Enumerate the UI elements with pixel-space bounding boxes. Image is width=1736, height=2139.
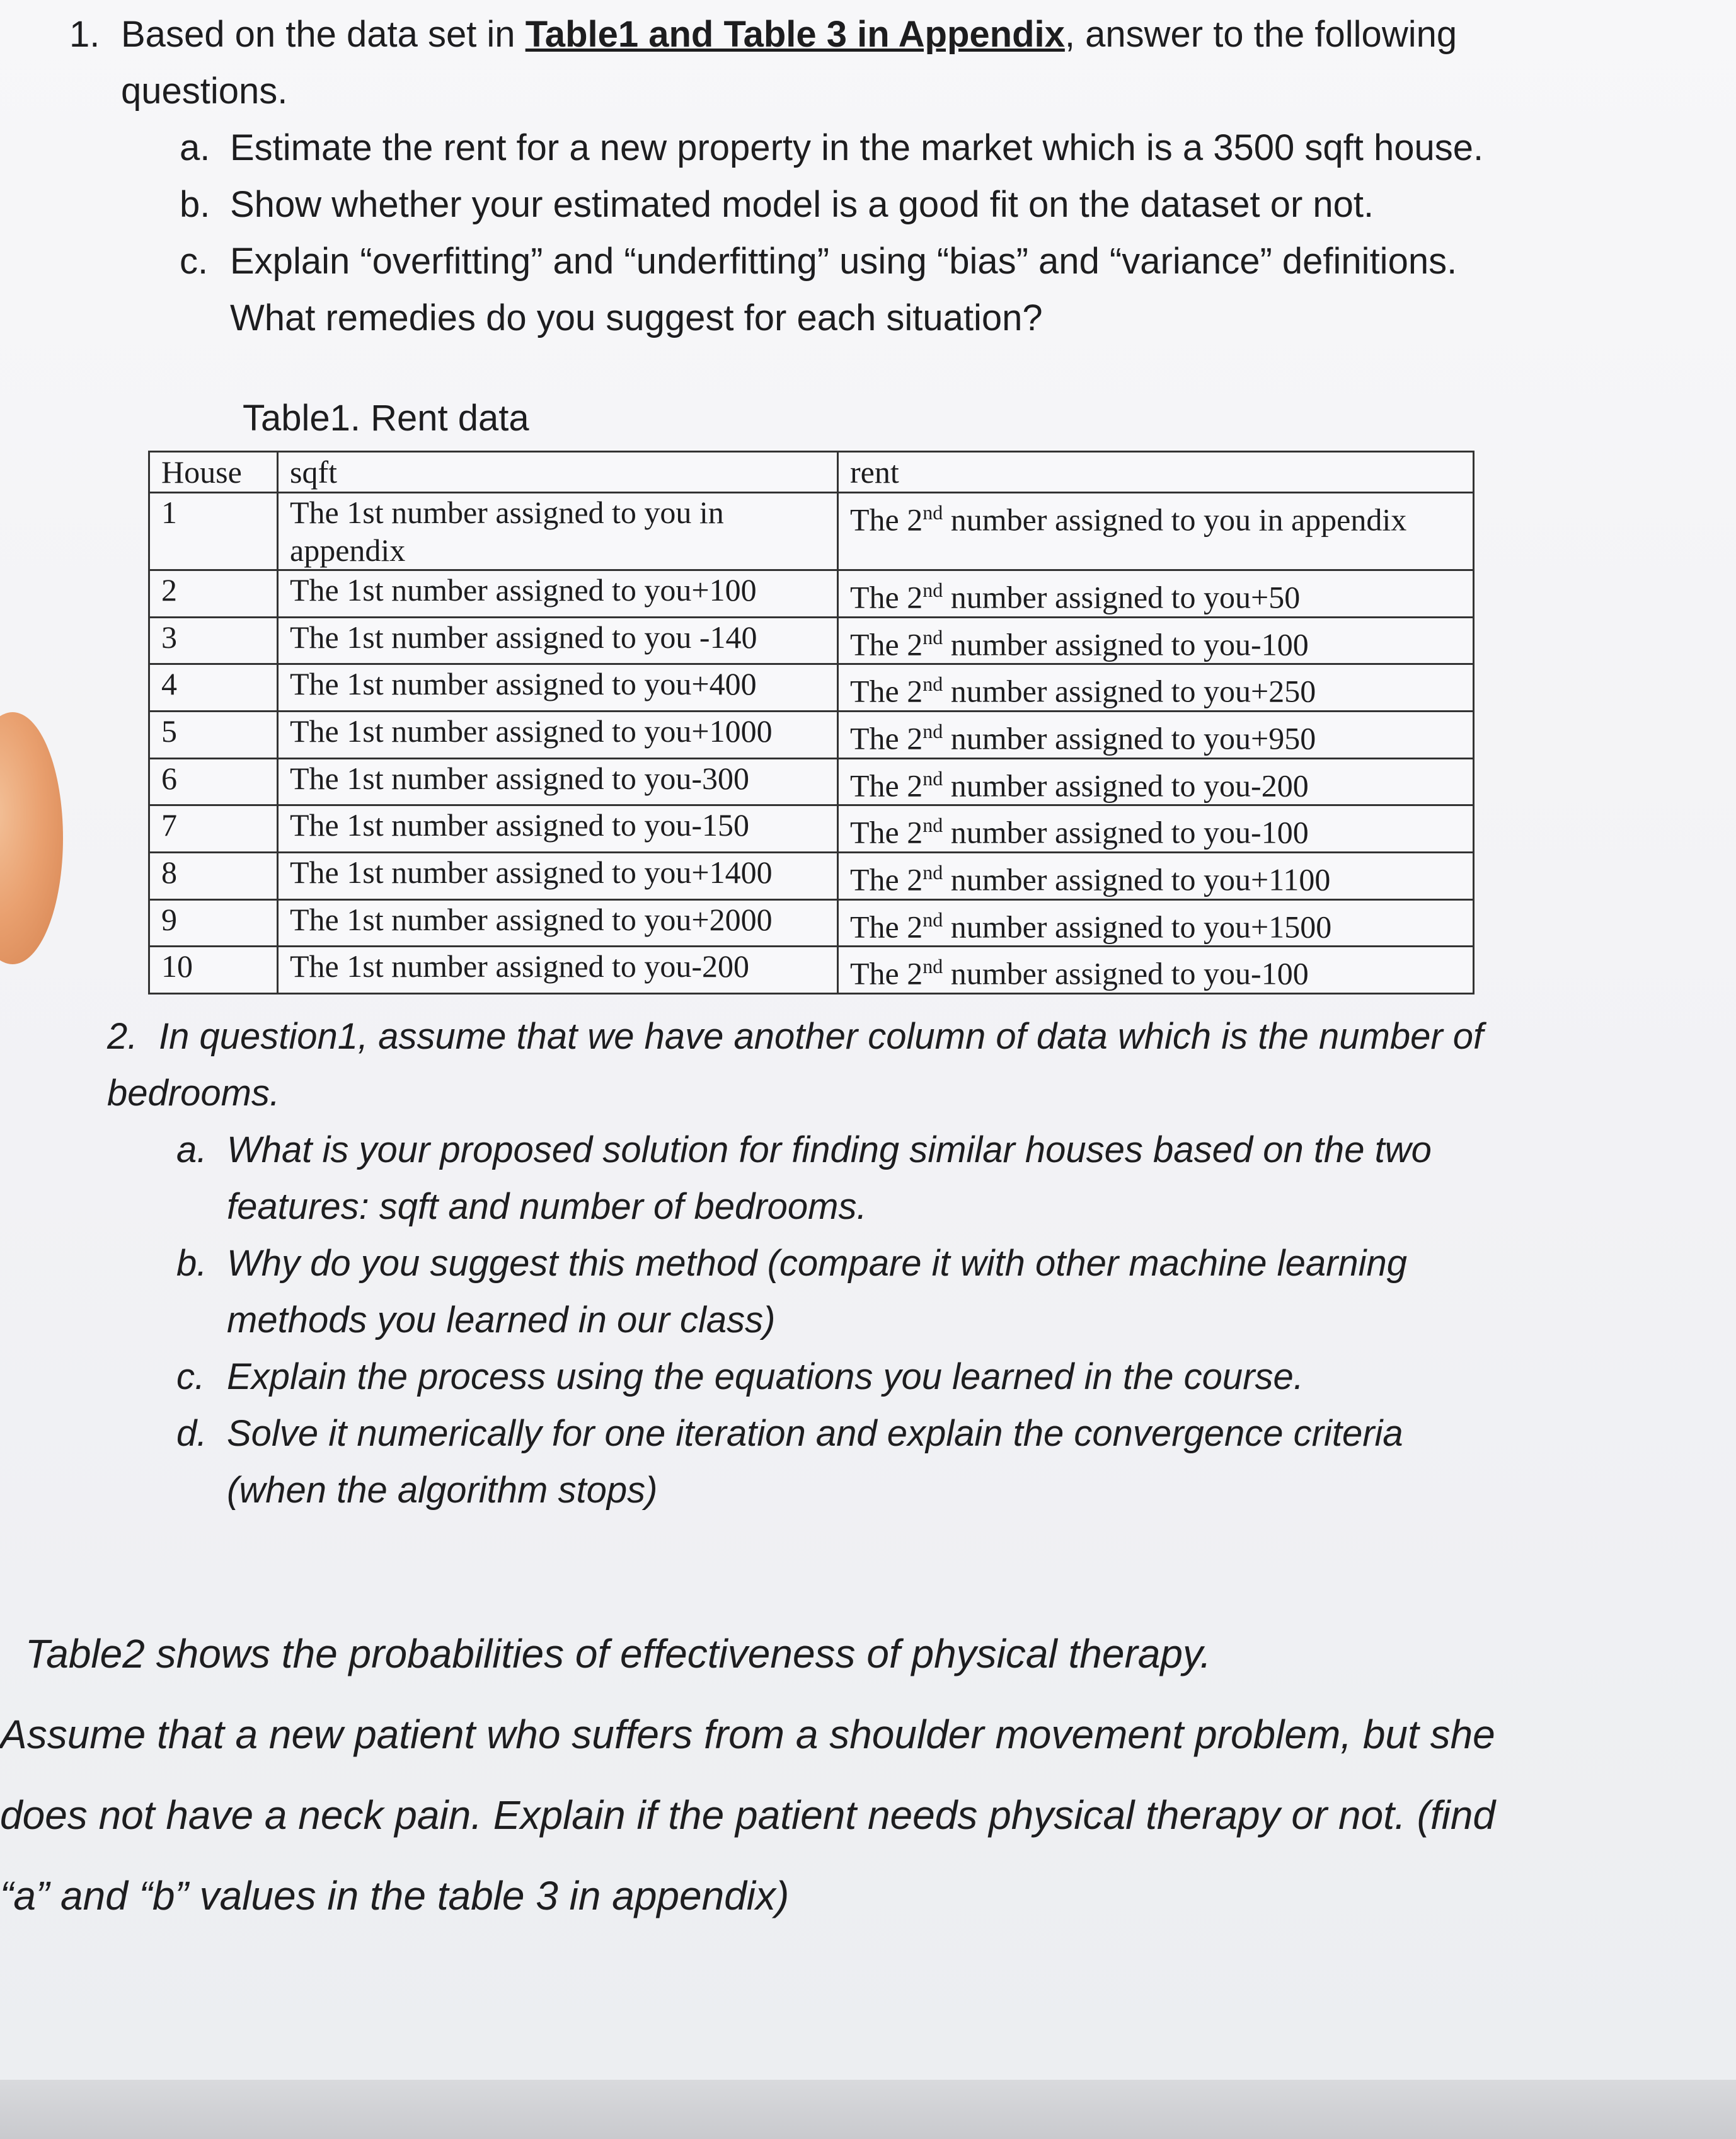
table-header-row: [149, 452, 1474, 493]
desk-edge: [0, 2080, 1736, 2139]
table-row: [149, 570, 1474, 618]
rent-cell: The 2nd number assigned to you in appendix: [838, 493, 1474, 570]
sqft-cell: The 1st number assigned to you+1000: [278, 711, 838, 758]
table-row: [149, 758, 1474, 805]
question-2-line1: 2. In question1, assume that we have another column of data which is the number of: [107, 1008, 1682, 1065]
table2-paragraph: [0, 1613, 1727, 1936]
item-c: c. Explain “overfitting” and “underfitting” using “bias” and “variance” definitions.: [180, 241, 1457, 282]
header-house: House: [149, 452, 278, 493]
rent-cell: The 2nd number assigned to you-100: [838, 947, 1474, 994]
q2-item-a: a. What is your proposed solution for finding similar houses based on the two: [176, 1129, 1432, 1170]
item-b: b. Show whether your estimated model is a good fit on the dataset or not.: [180, 184, 1374, 225]
table-row: [149, 664, 1474, 712]
q2-item-b: b. Why do you suggest this method (compare it with other machine learning: [176, 1243, 1408, 1284]
house-cell: 8: [149, 852, 278, 899]
sqft-cell: The 1st number assigned to you+2000: [278, 899, 838, 947]
question-1-prefix: Based on the data set in: [121, 14, 526, 55]
sqft-cell: The 1st number assigned to you-150: [278, 805, 838, 853]
rent-cell: The 2nd number assigned to you-200: [838, 758, 1474, 805]
q2-item-c: c. Explain the process using the equations you learned in the course.: [176, 1356, 1304, 1397]
sqft-cell: The 1st number assigned to you-200: [278, 947, 838, 994]
rent-cell: The 2nd number assigned to you+950: [838, 711, 1474, 758]
q2-item-d: d. Solve it numerically for one iteration and explain the convergence criteria: [176, 1413, 1403, 1454]
question-1: [69, 6, 1632, 347]
table2-line1: Table2 shows the probabilities of effectiveness of physical therapy.: [25, 1631, 1211, 1676]
table2-line4: “a” and “b” values in the table 3 in appendix): [0, 1873, 790, 1918]
table-row: [149, 852, 1474, 899]
question-1-suffix: , answer to the following: [1064, 14, 1457, 55]
q2-item-b-line2: methods you learned in our class): [227, 1300, 776, 1340]
q2-item-a-line2: features: sqft and number of bedrooms.: [227, 1186, 867, 1227]
sqft-cell: The 1st number assigned to you -140: [278, 617, 838, 664]
table2-line3: does not have a neck pain. Explain if the patient needs physical therapy or not. (find: [0, 1792, 1496, 1838]
question-1-heading: [69, 6, 1632, 63]
table-row: [149, 711, 1474, 758]
table-row: [149, 899, 1474, 947]
rent-cell: The 2nd number assigned to you+1500: [838, 899, 1474, 947]
question-2-items: [176, 1122, 1682, 1519]
table-row: [149, 947, 1474, 994]
table-row: [149, 805, 1474, 853]
rent-cell: The 2nd number assigned to you+250: [838, 664, 1474, 712]
sqft-cell: The 1st number assigned to you+1400: [278, 852, 838, 899]
sqft-cell: The 1st number assigned to you+100: [278, 570, 838, 618]
item-a: a. Estimate the rent for a new property in the market which is a 3500 sqft house.: [180, 127, 1484, 168]
house-cell: 9: [149, 899, 278, 947]
question-number: 2.: [107, 1016, 138, 1057]
house-cell: 4: [149, 664, 278, 712]
house-cell: 5: [149, 711, 278, 758]
house-cell: 2: [149, 570, 278, 618]
table-row: [149, 617, 1474, 664]
rent-cell: The 2nd number assigned to you-100: [838, 617, 1474, 664]
rent-table: [148, 451, 1474, 995]
table-row: [149, 493, 1474, 570]
q2-item-d-line2: (when the algorithm stops): [227, 1470, 658, 1511]
header-rent: rent: [838, 452, 1474, 493]
question-2-line2: bedrooms.: [107, 1073, 280, 1114]
rent-cell: The 2nd number assigned to you+50: [838, 570, 1474, 618]
house-cell: 7: [149, 805, 278, 853]
header-sqft: sqft: [278, 452, 838, 493]
house-cell: 1: [149, 493, 278, 570]
house-cell: 3: [149, 617, 278, 664]
sqft-cell: The 1st number assigned to you-300: [278, 758, 838, 805]
sqft-cell: The 1st number assigned to you in appendix: [278, 493, 838, 570]
question-1-highlight: Table1 and Table 3 in Appendix: [525, 14, 1065, 55]
table1-caption: Table1. Rent data: [243, 398, 529, 439]
table2-line2: Assume that a new patient who suffers from a shoulder movement problem, but she: [0, 1712, 1495, 1757]
question-2: [107, 1008, 1682, 1519]
question-1-line2: questions.: [121, 71, 288, 112]
rent-cell: The 2nd number assigned to you-100: [838, 805, 1474, 853]
rent-cell: The 2nd number assigned to you+1100: [838, 852, 1474, 899]
house-cell: 10: [149, 947, 278, 994]
house-cell: 6: [149, 758, 278, 805]
item-c-line2: What remedies do you suggest for each situation?: [230, 297, 1043, 338]
question-number: 1.: [69, 14, 100, 55]
sqft-cell: The 1st number assigned to you+400: [278, 664, 838, 712]
question-1-items: [180, 120, 1632, 347]
